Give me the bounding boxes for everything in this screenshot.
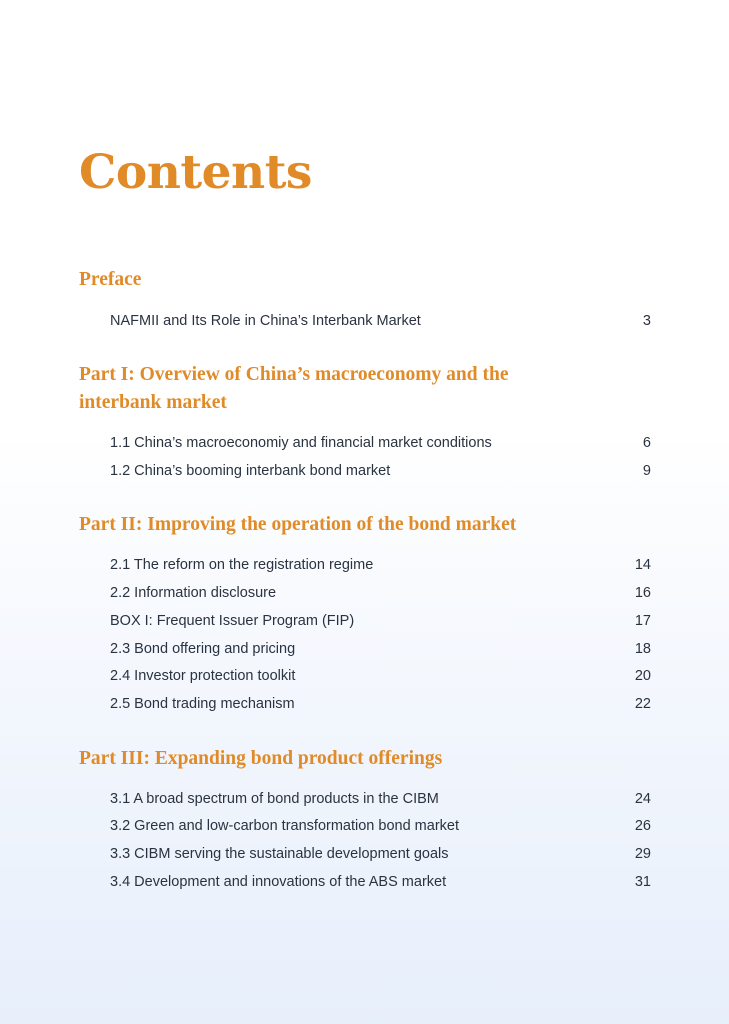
toc-entry-label: 3.4 Development and innovations of the ABS market — [110, 874, 447, 890]
toc-entry[interactable] — [110, 637, 651, 661]
toc-entry[interactable] — [110, 459, 651, 483]
section-heading-part-1: Part I: Overview of China’s macroeconomy and the interbank market — [79, 364, 509, 413]
toc-entry-label: NAFMII and Its Role in China’s Interbank Market — [110, 313, 421, 329]
toc-entry[interactable] — [110, 609, 651, 633]
toc-entry-page: 3 — [642, 313, 651, 329]
toc-entry[interactable] — [110, 787, 651, 811]
toc-entry-label: 1.1 China’s macroeconomiy and financial market conditions — [110, 435, 492, 451]
toc-entry-page: 9 — [642, 463, 651, 479]
toc-entry-label: 2.4 Investor protection toolkit — [110, 668, 296, 684]
toc-entry-page: 18 — [634, 641, 651, 657]
toc-entry-label: 3.2 Green and low-carbon transformation bond market — [110, 818, 459, 834]
toc-entry[interactable] — [110, 870, 651, 894]
toc-entry-page: 14 — [634, 557, 651, 573]
toc-entry[interactable] — [110, 553, 651, 577]
toc-entry[interactable] — [110, 692, 651, 716]
toc-entry-page: 22 — [634, 696, 651, 712]
toc-entry[interactable] — [110, 309, 651, 333]
toc-entry[interactable] — [110, 581, 651, 605]
page-title: Contents — [79, 145, 312, 200]
toc-entry-label: 3.1 A broad spectrum of bond products in the CIBM — [110, 791, 439, 807]
toc-entry-label: 3.3 CIBM serving the sustainable development goals — [110, 846, 449, 862]
toc-entry-page: 26 — [634, 818, 651, 834]
toc-entry-page: 20 — [634, 668, 651, 684]
toc-entry-page: 29 — [634, 846, 651, 862]
section-heading-part-2: Part II: Improving the operation of the bond market — [79, 514, 517, 535]
toc-entry-label: 1.2 China’s booming interbank bond market — [110, 463, 391, 479]
section-heading-preface: Preface — [79, 269, 142, 290]
toc-entry-page: 17 — [634, 613, 651, 629]
toc-entry-page: 24 — [634, 791, 651, 807]
toc-entry[interactable] — [110, 814, 651, 838]
toc-entry-label: 2.5 Bond trading mechanism — [110, 696, 295, 712]
toc-entry-page: 31 — [634, 874, 651, 890]
toc-entry-label: 2.3 Bond offering and pricing — [110, 641, 296, 657]
toc-entry-label: 2.2 Information disclosure — [110, 585, 277, 601]
toc-entry-page: 6 — [642, 435, 651, 451]
toc-entry-label: 2.1 The reform on the registration regime — [110, 557, 374, 573]
toc-entry[interactable] — [110, 664, 651, 688]
toc-entry-label: BOX I: Frequent Issuer Program (FIP) — [110, 613, 355, 629]
toc-entry[interactable] — [110, 431, 651, 455]
toc-entry[interactable] — [110, 842, 651, 866]
section-heading-part-3: Part III: Expanding bond product offerings — [79, 748, 443, 769]
toc-entry-page: 16 — [634, 585, 651, 601]
